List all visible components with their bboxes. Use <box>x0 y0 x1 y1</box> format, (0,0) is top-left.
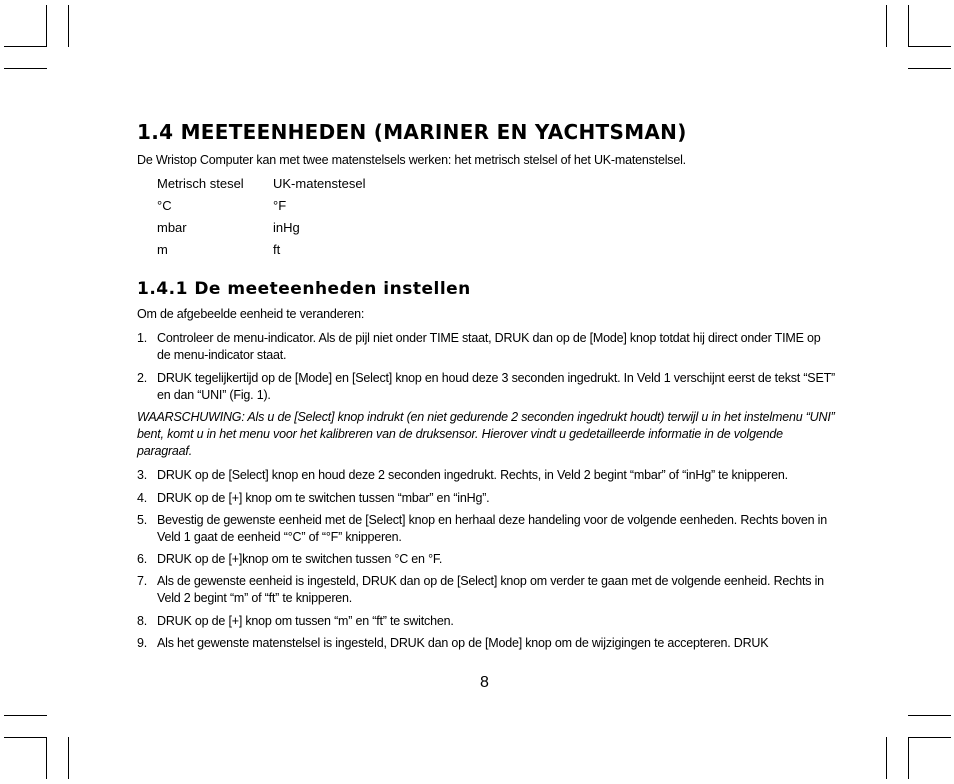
list-number: 8. <box>137 614 148 628</box>
list-text: DRUK op de [+] knop om te switchen tussen “mbar” en “inHg”. <box>157 491 490 505</box>
crop-mark <box>908 5 909 47</box>
warning-paragraph: WAARSCHUWING: Als u de [Select] knop indrukt (en niet gedurende 2 seconden ingedrukt houdt) terwijl u in het instelmenu “UNI” bent, komt u in het menu voor het kalibreren van de druksensor. Hierover vindt u gedetailleerde informatie in de volgende paragraaf. <box>137 410 835 458</box>
list-text: Als het gewenste matenstelsel is ingesteld, DRUK dan op de [Mode] knop om de wijzigingen te accepteren. DRUK <box>157 636 769 650</box>
units-cell: UK-matenstesel <box>273 176 366 191</box>
list-text: DRUK op de [+]knop om te switchen tussen °C en °F. <box>157 552 443 566</box>
list-number: 5. <box>137 513 148 527</box>
list-text: DRUK op de [Select] knop en houd deze 2 seconden ingedrukt. Rechts, in Veld 2 begint “mbar” of “inHg” te knipperen. <box>157 468 788 482</box>
section-subheading: 1.4.1 De meeteenheden instellen <box>137 279 471 299</box>
list-number: 3. <box>137 468 148 482</box>
units-cell: °F <box>273 198 287 213</box>
list-number: 9. <box>137 636 148 650</box>
crop-mark <box>886 5 887 47</box>
list-number: 4. <box>137 491 148 505</box>
crop-mark <box>46 5 47 47</box>
list-text: DRUK tegelijkertijd op de [Mode] en [Select] knop en houd deze 3 seconden ingedrukt. In Veld 1 verschijnt eerst de tekst “SET” en dan “UNI” (Fig. 1). <box>157 371 835 402</box>
intro-paragraph: De Wristop Computer kan met twee matenstelsels werken: het metrisch stelsel of het UK-matenstelsel. <box>137 153 686 167</box>
crop-mark <box>908 68 951 69</box>
crop-mark <box>908 737 909 779</box>
crop-mark <box>908 715 951 716</box>
crop-mark <box>4 68 47 69</box>
list-text: DRUK op de [+] knop om tussen “m” en “ft” te switchen. <box>157 614 454 628</box>
page-number: 8 <box>480 674 489 691</box>
units-cell: m <box>157 242 168 257</box>
lead-paragraph: Om de afgebeelde eenheid te veranderen: <box>137 307 365 321</box>
units-cell: °C <box>157 198 172 213</box>
units-cell: inHg <box>273 220 300 235</box>
crop-mark <box>908 46 951 47</box>
list-text: Controleer de menu-indicator. Als de pijl niet onder TIME staat, DRUK dan op de [Mode] knop totdat hij direct onder TIME op de menu-indicator staat. <box>157 331 821 362</box>
crop-mark <box>68 5 69 47</box>
list-number: 2. <box>137 371 148 385</box>
list-number: 1. <box>137 331 148 345</box>
crop-mark <box>46 737 47 779</box>
crop-mark <box>4 715 47 716</box>
crop-mark <box>908 737 951 738</box>
units-cell: mbar <box>157 220 187 235</box>
units-cell: Metrisch stesel <box>157 176 244 191</box>
crop-mark <box>4 737 47 738</box>
list-text: Bevestig de gewenste eenheid met de [Select] knop en herhaal deze handeling voor de volgende eenheden. Rechts boven in Veld 1 gaat de eenheid “°C” of “°F” knipperen. <box>157 513 827 544</box>
units-cell: ft <box>273 242 281 257</box>
list-text: Als de gewenste eenheid is ingesteld, DRUK dan op de [Select] knop om verder te gaan met de volgende eenheid. Rechts in Veld 2 begint “m” of “ft” te knipperen. <box>157 574 824 605</box>
list-number: 7. <box>137 574 148 588</box>
crop-mark <box>4 46 47 47</box>
page-title: 1.4 MEETEENHEDEN (MARINER EN YACHTSMAN) <box>137 120 687 144</box>
list-number: 6. <box>137 552 148 566</box>
crop-mark <box>886 737 887 779</box>
crop-mark <box>68 737 69 779</box>
